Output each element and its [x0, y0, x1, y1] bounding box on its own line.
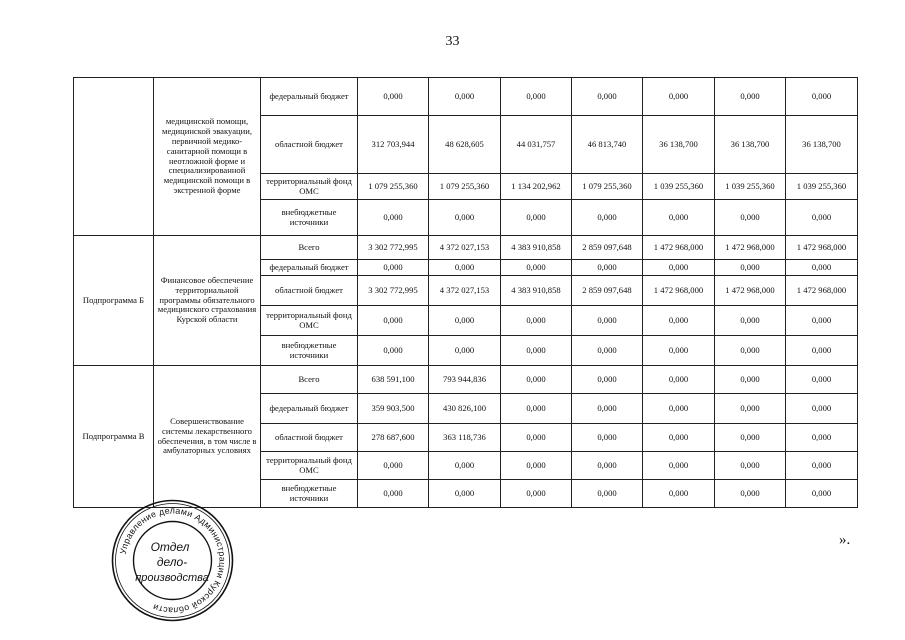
program-description-cell: медицинской помощи, медицинской эвакуации, первичной медико-санитарной помощи в неотложной форме и специализированной медицинской помощи в экстренной форме [154, 78, 261, 236]
amount-cell: 359 903,500 [358, 394, 429, 424]
amount-cell: 36 138,700 [643, 116, 715, 174]
amount-cell: 1 079 255,360 [429, 174, 501, 200]
funding-source-cell: федеральный бюджет [261, 394, 358, 424]
amount-cell: 0,000 [786, 336, 858, 366]
table-row [74, 236, 858, 260]
amount-cell: 363 118,736 [429, 424, 501, 452]
amount-cell: 3 302 772,995 [358, 236, 429, 260]
amount-cell: 0,000 [715, 78, 786, 116]
table-row [74, 366, 858, 394]
amount-cell: 0,000 [501, 394, 572, 424]
funding-source-cell: федеральный бюджет [261, 260, 358, 276]
amount-cell: 0,000 [715, 306, 786, 336]
amount-cell: 0,000 [429, 336, 501, 366]
amount-cell: 44 031,757 [501, 116, 572, 174]
amount-cell: 0,000 [572, 260, 643, 276]
amount-cell: 0,000 [715, 480, 786, 508]
amount-cell: 0,000 [643, 200, 715, 236]
funding-source-cell: внебюджетные источники [261, 480, 358, 508]
amount-cell: 0,000 [786, 200, 858, 236]
amount-cell: 0,000 [786, 366, 858, 394]
amount-cell: 0,000 [501, 306, 572, 336]
amount-cell: 46 813,740 [572, 116, 643, 174]
funding-source-cell: Всего [261, 236, 358, 260]
amount-cell: 36 138,700 [786, 116, 858, 174]
amount-cell: 1 472 968,000 [643, 236, 715, 260]
amount-cell: 1 134 202,962 [501, 174, 572, 200]
amount-cell: 312 703,944 [358, 116, 429, 174]
amount-cell: 0,000 [358, 200, 429, 236]
amount-cell: 0,000 [715, 452, 786, 480]
amount-cell: 0,000 [501, 424, 572, 452]
amount-cell: 0,000 [572, 200, 643, 236]
amount-cell: 0,000 [429, 200, 501, 236]
amount-cell: 0,000 [501, 78, 572, 116]
amount-cell: 0,000 [643, 366, 715, 394]
amount-cell: 0,000 [643, 260, 715, 276]
amount-cell: 0,000 [358, 306, 429, 336]
amount-cell: 0,000 [643, 336, 715, 366]
amount-cell: 0,000 [715, 424, 786, 452]
amount-cell: 0,000 [429, 78, 501, 116]
amount-cell: 0,000 [786, 306, 858, 336]
amount-cell: 278 687,600 [358, 424, 429, 452]
svg-text:Управление делами Администраци: Управление делами Администрации Курской области [117, 505, 228, 616]
program-name-cell: Подпрограмма В [74, 366, 154, 508]
amount-cell: 0,000 [715, 336, 786, 366]
funding-source-cell: территориальный фонд ОМС [261, 174, 358, 200]
amount-cell: 0,000 [572, 394, 643, 424]
budget-table [73, 77, 858, 508]
amount-cell: 1 039 255,360 [715, 174, 786, 200]
amount-cell: 4 372 027,153 [429, 236, 501, 260]
amount-cell: 0,000 [643, 394, 715, 424]
funding-source-cell: федеральный бюджет [261, 78, 358, 116]
amount-cell: 0,000 [429, 306, 501, 336]
amount-cell: 4 372 027,153 [429, 276, 501, 306]
amount-cell: 0,000 [358, 78, 429, 116]
amount-cell: 0,000 [643, 78, 715, 116]
amount-cell: 0,000 [572, 480, 643, 508]
funding-source-cell: внебюджетные источники [261, 336, 358, 366]
funding-source-cell: территориальный фонд ОМС [261, 452, 358, 480]
page-number: 33 [445, 34, 460, 49]
svg-text:дело-: дело- [156, 555, 188, 569]
amount-cell: 0,000 [501, 366, 572, 394]
closing-quote-mark: ». [839, 532, 851, 548]
amount-cell: 0,000 [572, 366, 643, 394]
amount-cell: 0,000 [786, 78, 858, 116]
amount-cell: 0,000 [429, 480, 501, 508]
amount-cell: 0,000 [572, 424, 643, 452]
amount-cell: 1 472 968,000 [643, 276, 715, 306]
amount-cell: 1 079 255,360 [358, 174, 429, 200]
svg-text:производства: производства [135, 572, 209, 584]
amount-cell: 1 472 968,000 [715, 236, 786, 260]
amount-cell: 430 826,100 [429, 394, 501, 424]
program-description-cell: Финансовое обеспечение территориальной программы обязательного медицинского страхования Курской области [154, 236, 261, 366]
amount-cell: 3 302 772,995 [358, 276, 429, 306]
amount-cell: 0,000 [501, 200, 572, 236]
amount-cell: 4 383 910,858 [501, 236, 572, 260]
amount-cell: 0,000 [358, 452, 429, 480]
program-name-cell: Подпрограмма Б [74, 236, 154, 366]
amount-cell: 0,000 [786, 394, 858, 424]
office-stamp [110, 498, 235, 623]
amount-cell: 1 472 968,000 [715, 276, 786, 306]
amount-cell: 0,000 [572, 452, 643, 480]
funding-source-cell: областной бюджет [261, 116, 358, 174]
amount-cell: 0,000 [501, 336, 572, 366]
amount-cell: 0,000 [643, 424, 715, 452]
funding-source-cell: Всего [261, 366, 358, 394]
amount-cell: 0,000 [358, 336, 429, 366]
amount-cell: 0,000 [572, 78, 643, 116]
funding-source-cell: территориальный фонд ОМС [261, 306, 358, 336]
amount-cell: 0,000 [786, 480, 858, 508]
funding-source-cell: внебюджетные источники [261, 200, 358, 236]
amount-cell: 0,000 [643, 480, 715, 508]
program-name-cell [74, 78, 154, 236]
amount-cell: 0,000 [501, 260, 572, 276]
amount-cell: 1 079 255,360 [572, 174, 643, 200]
amount-cell: 793 944,836 [429, 366, 501, 394]
amount-cell: 0,000 [358, 260, 429, 276]
table-row [74, 78, 858, 116]
funding-source-cell: областной бюджет [261, 424, 358, 452]
program-description-cell: Совершенствование системы лекарственного обеспечения, в том числе в амбулаторных условиях [154, 366, 261, 508]
amount-cell: 0,000 [786, 260, 858, 276]
amount-cell: 1 039 255,360 [643, 174, 715, 200]
amount-cell: 0,000 [501, 480, 572, 508]
amount-cell: 638 591,100 [358, 366, 429, 394]
amount-cell: 0,000 [572, 306, 643, 336]
amount-cell: 48 628,605 [429, 116, 501, 174]
amount-cell: 0,000 [643, 452, 715, 480]
amount-cell: 0,000 [572, 336, 643, 366]
amount-cell: 0,000 [786, 424, 858, 452]
funding-source-cell: областной бюджет [261, 276, 358, 306]
amount-cell: 0,000 [643, 306, 715, 336]
amount-cell: 0,000 [715, 260, 786, 276]
amount-cell: 0,000 [715, 394, 786, 424]
amount-cell: 0,000 [715, 200, 786, 236]
svg-text:Отдел: Отдел [150, 540, 190, 554]
amount-cell: 0,000 [358, 480, 429, 508]
amount-cell: 2 859 097,648 [572, 276, 643, 306]
amount-cell: 1 472 968,000 [786, 276, 858, 306]
amount-cell: 0,000 [715, 366, 786, 394]
amount-cell: 0,000 [429, 260, 501, 276]
amount-cell: 1 039 255,360 [786, 174, 858, 200]
amount-cell: 0,000 [501, 452, 572, 480]
amount-cell: 1 472 968,000 [786, 236, 858, 260]
amount-cell: 2 859 097,648 [572, 236, 643, 260]
amount-cell: 36 138,700 [715, 116, 786, 174]
amount-cell: 4 383 910,858 [501, 276, 572, 306]
amount-cell: 0,000 [786, 452, 858, 480]
amount-cell: 0,000 [429, 452, 501, 480]
